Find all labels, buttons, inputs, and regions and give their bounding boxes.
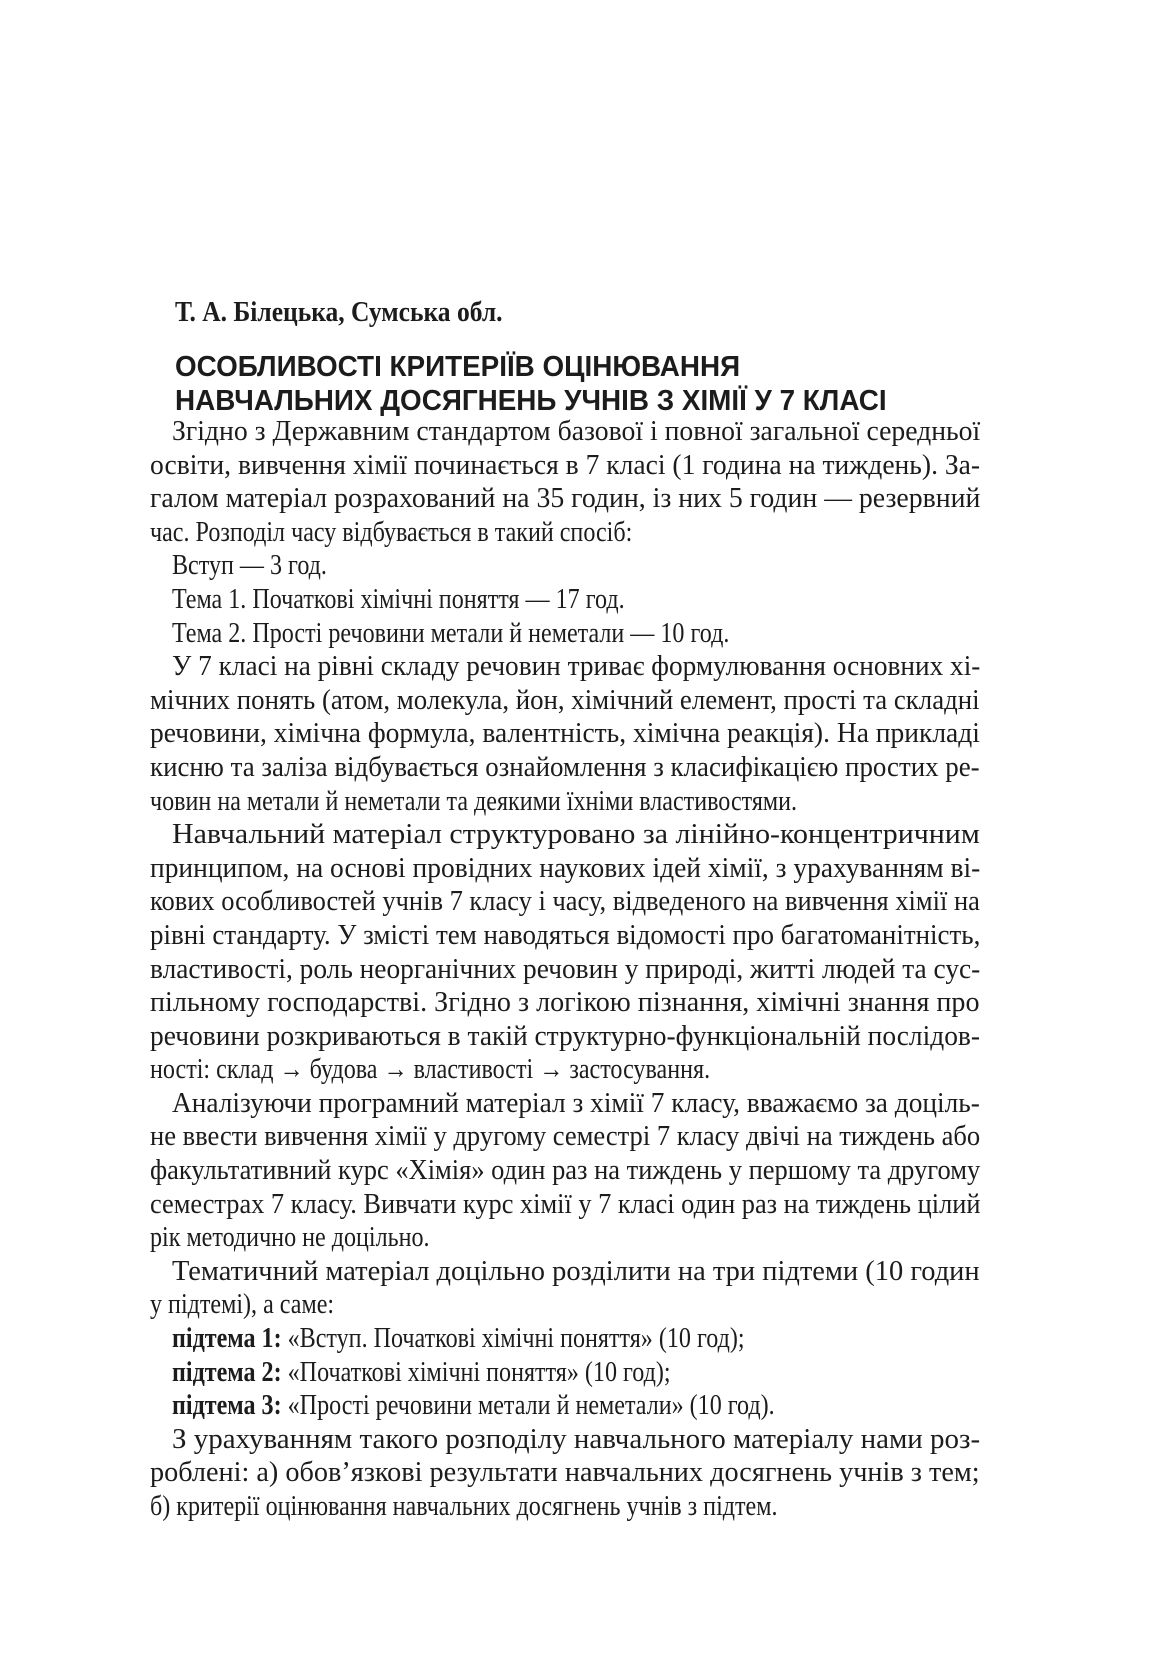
- text-line: [150, 1188, 981, 1222]
- line-text: «Вступ. Початкові хімічні поняття» (10 год);: [281, 1323, 745, 1355]
- text-line-content: [150, 852, 980, 886]
- line-text: галом матеріал розрахований на 35 годин, із них 5 годин — резервний: [150, 483, 981, 515]
- text-line-content: [150, 717, 980, 751]
- text-line-content: [150, 785, 797, 819]
- line-text: Тема 2. Прості речовини метали й неметали — 10 год.: [172, 617, 730, 649]
- text-line-content: [150, 684, 980, 718]
- text-line-content: [172, 1322, 745, 1356]
- line-text: освіти, вивчення хімії починається в 7 класі (1 година на тиждень). За-: [150, 449, 981, 481]
- text-line-content: [150, 1120, 980, 1154]
- text-line: [150, 1456, 980, 1490]
- line-text: кисню та заліза відбувається ознайомлення з класифікацією простих ре-: [150, 751, 980, 783]
- text-line: [150, 953, 981, 987]
- text-line-content: [150, 953, 980, 987]
- text-line-content: [150, 919, 980, 953]
- line-text: факультативний курс «Хімія» один раз на тиждень у першому та другому: [150, 1155, 981, 1187]
- text-line: [150, 1053, 980, 1087]
- line-text: пільному господарстві. Згідно з логікою пізнання, хімічні знання про: [150, 987, 980, 1019]
- text-line: [150, 684, 980, 718]
- text-line: [172, 650, 980, 684]
- subtopic-label: підтема 3:: [172, 1390, 282, 1422]
- text-line: [150, 751, 980, 785]
- author-line: Т. А. Білецька, Сумська обл.: [175, 296, 503, 328]
- line-text: мічних понять (атом, молекула, йон, хімічний елемент, прості та складні: [150, 684, 980, 716]
- text-line-content: [172, 583, 625, 617]
- text-line-content: [150, 482, 980, 516]
- line-text: човин на метали й неметали та деякими їхніми властивостями.: [150, 785, 798, 817]
- text-line-content: [150, 1490, 777, 1524]
- text-line: [150, 1288, 980, 1322]
- text-line: [150, 986, 980, 1020]
- line-text: З урахуванням такого розподілу навчального матеріалу нами роз-: [172, 1423, 981, 1455]
- subtopic-label: підтема 1:: [172, 1323, 282, 1355]
- line-text: час. Розподіл часу відбувається в такий спосіб:: [150, 516, 633, 548]
- text-line: [172, 1356, 980, 1390]
- text-line: [172, 1322, 980, 1356]
- text-line: [150, 852, 981, 886]
- text-line: [172, 415, 980, 449]
- line-text: У 7 класі на рівні складу речовин триває формулювання основних хі-: [172, 651, 981, 683]
- text-line: [172, 583, 980, 617]
- line-text: у підтемі), а саме:: [150, 1289, 335, 1321]
- text-line-content: [150, 1456, 980, 1490]
- line-text: роблені: а) обов’язкові результати навчальних досягнень учнів з тем;: [150, 1457, 980, 1489]
- line-text: рік методично не доцільно.: [150, 1222, 430, 1254]
- line-text: Тематичний матеріал доцільно розділити на три підтеми (10 годин: [172, 1255, 980, 1287]
- text-line: [172, 617, 980, 651]
- text-line-content: [150, 1053, 710, 1087]
- text-line: [150, 885, 980, 919]
- text-line: [150, 717, 980, 751]
- text-line-content: [150, 1020, 980, 1054]
- text-line: [150, 1120, 981, 1154]
- line-text: не ввести вивчення хімії у другому семестрі 7 класу двічі на тиждень або: [150, 1121, 981, 1153]
- text-line-content: [150, 449, 980, 483]
- text-line: [172, 818, 980, 852]
- text-line: [150, 1490, 980, 1524]
- line-text: речовини, хімічна формула, валентність, хімічна реакція). На прикладі: [150, 718, 980, 750]
- title-line-2: НАВЧАЛЬНИХ ДОСЯГНЕНЬ УЧНІВ З ХІМІЇ У 7 КЛАСІ: [175, 385, 887, 417]
- text-line: [150, 449, 981, 483]
- text-line-content: [172, 415, 980, 449]
- text-line-content: [172, 1356, 671, 1390]
- text-line-content: [172, 1423, 980, 1457]
- subtopic-label: підтема 2:: [172, 1356, 282, 1388]
- text-line: [150, 785, 980, 819]
- line-text: речовини розкриваються в такій структурно-функціональній послідов-: [150, 1020, 981, 1052]
- text-line-content: [172, 1255, 980, 1289]
- text-line-content: [172, 549, 327, 583]
- text-line: [150, 1221, 980, 1255]
- text-line-content: [150, 1188, 980, 1222]
- text-line-content: [172, 818, 980, 852]
- text-line-content: [150, 751, 980, 785]
- text-line: [150, 482, 981, 516]
- line-text: «Початкові хімічні поняття» (10 год);: [281, 1356, 671, 1388]
- text-line: [150, 1020, 981, 1054]
- line-text: кових особливостей учнів 7 класу і часу, відведеного на вивчення хімії на: [150, 886, 980, 918]
- text-line: [150, 919, 981, 953]
- line-text: рівні стандарту. У змісті тем наводяться відомості про багатоманітність,: [150, 919, 981, 951]
- text-line-content: [150, 516, 632, 550]
- line-text: Вступ — 3 год.: [172, 550, 327, 582]
- line-text: «Прості речовини метали й неметали» (10 год).: [281, 1390, 775, 1422]
- line-text: принципом, на основі провідних наукових ідей хімії, з урахуванням ві-: [150, 852, 981, 884]
- text-line-content: [150, 1288, 334, 1322]
- text-line-content: [150, 986, 980, 1020]
- line-text: Згідно з Державним стандартом базової і повної загальної середньої: [172, 416, 981, 447]
- text-line: [172, 1255, 980, 1289]
- text-line-content: [172, 650, 980, 684]
- text-line: [172, 1087, 980, 1121]
- text-line-content: [150, 1221, 430, 1255]
- line-text: Аналізуючи програмний матеріал з хімії 7 класу, вважаємо за доціль-: [172, 1087, 980, 1119]
- text-line-content: [172, 1389, 775, 1423]
- text-line: [172, 549, 980, 583]
- text-line-content: [172, 1087, 980, 1121]
- text-line: [150, 1154, 981, 1188]
- line-text: ності: склад → будова → властивості → застосування.: [150, 1054, 711, 1086]
- text-line: [172, 1423, 980, 1457]
- text-line-content: [172, 617, 729, 651]
- article-title: [175, 350, 916, 418]
- text-line: [150, 516, 980, 550]
- line-text: Навчальний матеріал структуровано за лінійно-концентричним: [172, 819, 980, 851]
- title-line-1: ОСОБЛИВОСТІ КРИТЕРІЇВ ОЦІНЮВАННЯ: [175, 351, 741, 383]
- text-line-content: [150, 885, 980, 919]
- line-text: Тема 1. Початкові хімічні поняття — 17 год.: [172, 583, 625, 615]
- line-text: семестрах 7 класу. Вивчати курс хімії у 7 класі один раз на тиждень цілий: [150, 1188, 981, 1220]
- text-line-content: [150, 1154, 980, 1188]
- line-text: б) критерії оцінювання навчальних досягнень учнів з підтем.: [150, 1491, 778, 1522]
- text-line: [172, 1389, 980, 1423]
- line-text: властивості, роль неорганічних речовин у природі, житті людей та сус-: [150, 953, 981, 985]
- article-body: [150, 415, 981, 1524]
